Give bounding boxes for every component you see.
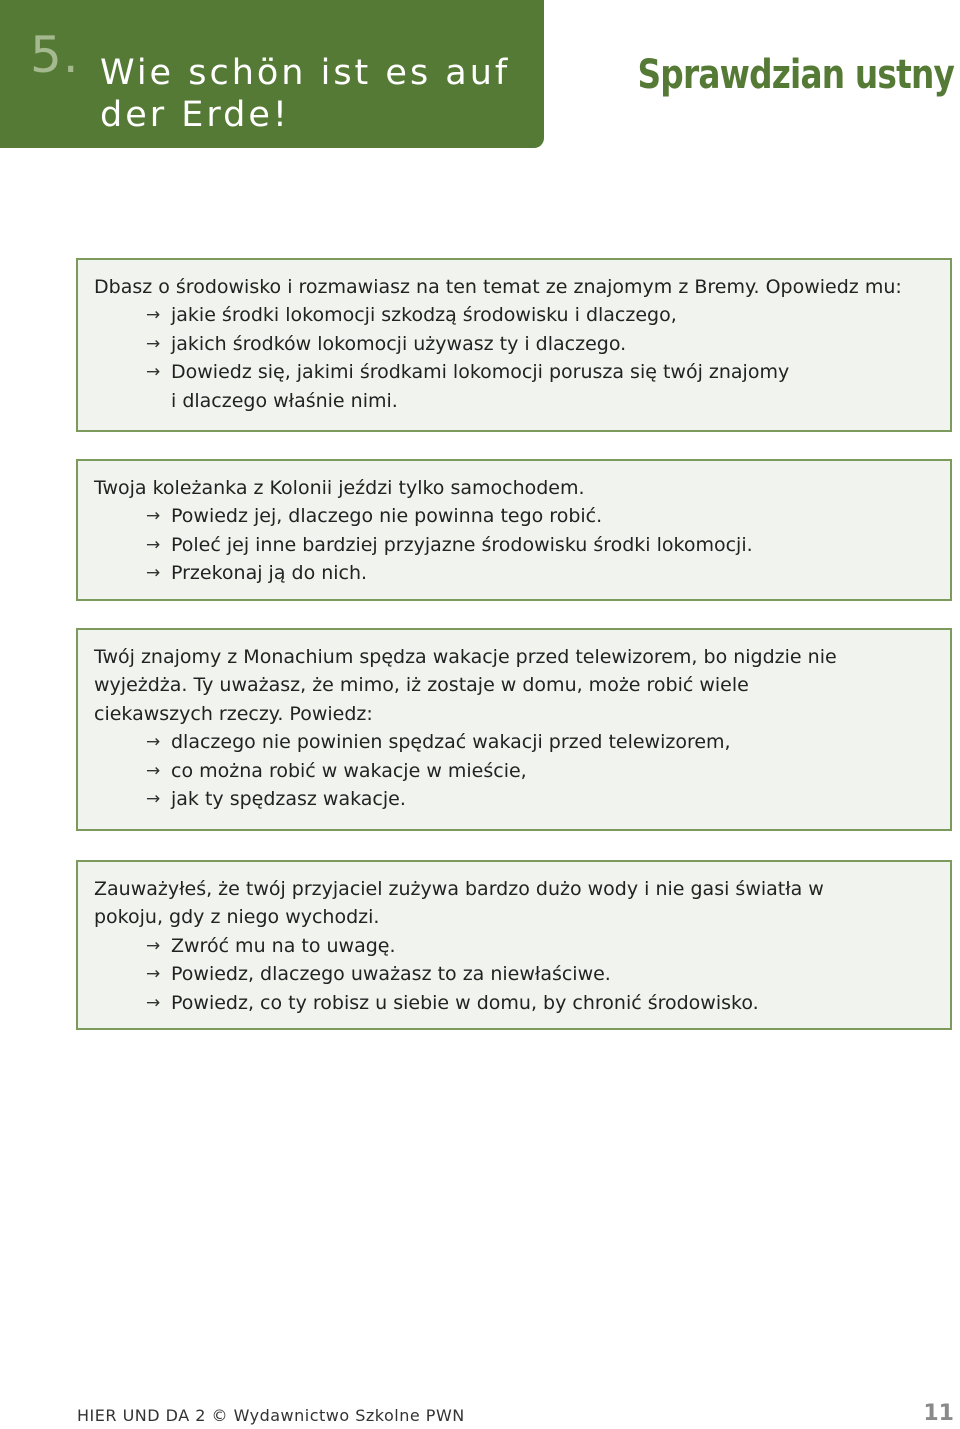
arrow-right-icon: → xyxy=(146,534,161,555)
task-box-4 xyxy=(76,860,952,1030)
task-bullet-text: jak ty spędzasz wakacje. xyxy=(171,788,406,811)
arrow-right-icon: → xyxy=(146,935,161,956)
page-number: 11 xyxy=(923,1401,954,1426)
task-intro-line: Zauważyłeś, że twój przyjaciel zużywa bardzo dużo wody i nie gasi światła w xyxy=(94,878,824,900)
arrow-right-icon: → xyxy=(146,992,161,1013)
task-intro-line: ciekawszych rzeczy. Powiedz: xyxy=(94,702,373,725)
task-bullet-continuation: i dlaczego właśnie nimi. xyxy=(171,389,398,412)
task-bullet-text: jakich środków lokomocji używasz ty i dlaczego. xyxy=(171,332,627,355)
task-intro-line: Dbasz o środowisko i rozmawiasz na ten temat ze znajomym z Bremy. Opowiedz mu: xyxy=(94,276,902,298)
task-intro-line: wyjeżdża. Ty uważasz, że mimo, iż zostaje w domu, może robić wiele xyxy=(94,674,749,697)
chapter-title xyxy=(100,52,540,136)
task-box-2 xyxy=(76,459,952,601)
section-title: Sprawdzian ustny xyxy=(637,52,954,98)
task-intro-line: pokoju, gdy z niego wychodzi. xyxy=(94,906,380,929)
task-bullet xyxy=(94,301,934,329)
arrow-right-icon: → xyxy=(146,563,161,584)
task-intro-line: Twoja koleżanka z Kolonii jeździ tylko samochodem. xyxy=(94,477,585,499)
task-bullet-text: Powiedz, dlaczego uważasz to za niewłaściwe. xyxy=(171,963,611,986)
arrow-right-icon: → xyxy=(146,506,161,527)
chapter-title-line: Wie schön ist es auf xyxy=(100,53,511,93)
task-bullet-text: Przekonaj ją do nich. xyxy=(171,562,368,585)
task-bullet-text: dlaczego nie powinien spędzać wakacji przed telewizorem, xyxy=(171,731,731,754)
footer-publisher: HIER UND DA 2 © Wydawnictwo Szkolne PWN xyxy=(77,1406,465,1425)
task-bullet-text: co można robić w wakacje w mieście, xyxy=(171,759,527,782)
arrow-right-icon: → xyxy=(146,333,161,354)
chapter-title-line: der Erde! xyxy=(100,95,290,135)
chapter-header-band xyxy=(0,0,544,148)
task-box-3 xyxy=(76,628,952,831)
task-bullet-text: Powiedz jej, dlaczego nie powinna tego robić. xyxy=(171,505,603,528)
arrow-right-icon: → xyxy=(146,760,161,781)
arrow-right-icon: → xyxy=(146,362,161,383)
task-bullet-text: Zwróć mu na to uwagę. xyxy=(171,934,396,957)
arrow-right-icon: → xyxy=(146,305,161,326)
task-bullet-text: Poleć jej inne bardziej przyjazne środowisku środki lokomocji. xyxy=(171,533,753,556)
chapter-number: 5. xyxy=(30,26,80,84)
task-intro-line: Twój znajomy z Monachium spędza wakacje przed telewizorem, bo nigdzie nie xyxy=(94,646,837,668)
task-bullet-text: jakie środki lokomocji szkodzą środowisku i dlaczego, xyxy=(171,304,677,327)
task-bullet xyxy=(94,757,934,785)
task-bullet xyxy=(94,502,934,530)
task-bullet xyxy=(94,531,934,559)
task-bullet xyxy=(94,728,934,756)
task-bullet-text: Powiedz, co ty robisz u siebie w domu, by chronić środowisko. xyxy=(171,991,759,1014)
task-bullet xyxy=(94,358,934,386)
task-bullet xyxy=(94,932,934,960)
task-bullet xyxy=(94,330,934,358)
task-box-1 xyxy=(76,258,952,432)
task-bullet xyxy=(94,960,934,988)
task-bullet xyxy=(94,785,934,813)
task-bullet xyxy=(94,559,934,587)
arrow-right-icon: → xyxy=(146,732,161,753)
task-bullet-text: Dowiedz się, jakimi środkami lokomocji porusza się twój znajomy xyxy=(171,361,790,384)
arrow-right-icon: → xyxy=(146,964,161,985)
arrow-right-icon: → xyxy=(146,789,161,810)
task-bullet xyxy=(94,989,934,1017)
